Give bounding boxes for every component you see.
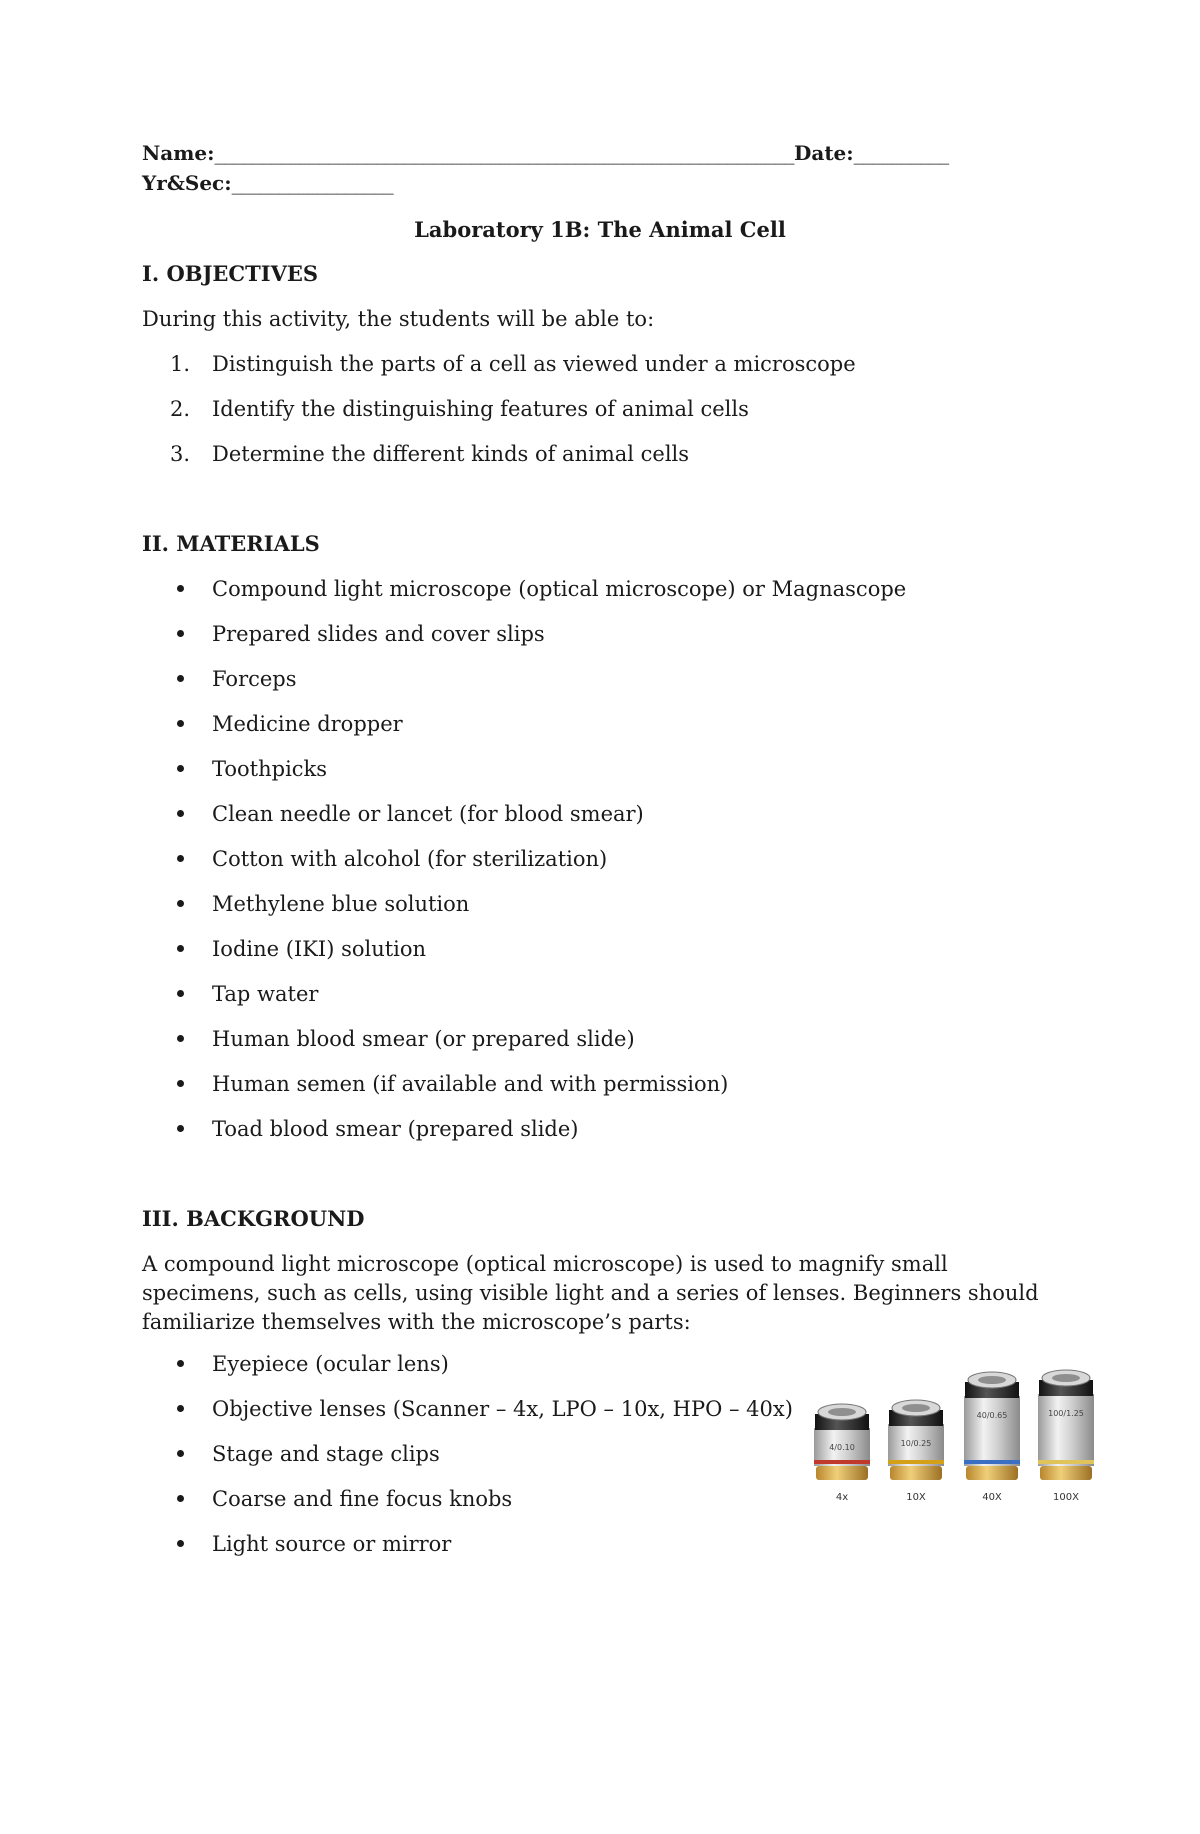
- bullet-icon: [177, 765, 184, 772]
- date-blank: __________: [853, 141, 949, 165]
- bullet-icon: [177, 585, 184, 592]
- lens-engraving: 40/0.65: [976, 1411, 1008, 1420]
- name-label: Name:: [142, 141, 215, 165]
- material-text: Methylene blue solution: [212, 892, 470, 916]
- objective-lens: [1038, 1370, 1094, 1503]
- material-item: [170, 845, 607, 873]
- bullet-icon: [177, 945, 184, 952]
- objectives-heading: I. OBJECTIVES: [142, 261, 319, 286]
- lens-engraving: 10/0.25: [900, 1439, 932, 1448]
- page-title: Laboratory 1B: The Animal Cell: [414, 217, 786, 242]
- bullet-icon: [177, 1125, 184, 1132]
- material-text: Toad blood smear (prepared slide): [212, 1117, 579, 1141]
- objective-item: [170, 395, 749, 423]
- name-line: [142, 140, 949, 166]
- objective-text: Distinguish the parts of a cell as viewed under a microscope: [212, 352, 856, 376]
- material-text: Prepared slides and cover slips: [212, 622, 545, 646]
- material-item: [170, 935, 426, 963]
- lens-magnification-label: 40X: [982, 1492, 1002, 1503]
- objective-lens: [814, 1404, 870, 1503]
- lens-magnification-label: 4x: [835, 1492, 849, 1503]
- objective-lens: [888, 1400, 944, 1503]
- microscope-part-item: [170, 1530, 451, 1558]
- lens-magnification-label: 100X: [1053, 1492, 1079, 1503]
- material-text: Forceps: [212, 667, 297, 691]
- microscope-part-text: Coarse and fine focus knobs: [212, 1487, 513, 1511]
- bullet-icon: [177, 675, 184, 682]
- bullet-icon: [177, 1080, 184, 1087]
- bullet-icon: [177, 1405, 184, 1412]
- microscope-part-item: [170, 1485, 512, 1513]
- material-item: [170, 755, 327, 783]
- material-text: Cotton with alcohol (for sterilization): [212, 847, 608, 871]
- bullet-icon: [177, 720, 184, 727]
- material-item: [170, 980, 318, 1008]
- background-heading: III. BACKGROUND: [142, 1206, 365, 1231]
- material-item: [170, 1115, 579, 1143]
- microscope-part-item: [170, 1350, 449, 1378]
- material-text: Human blood smear (or prepared slide): [212, 1027, 635, 1051]
- material-text: Iodine (IKI) solution: [212, 937, 427, 961]
- bullet-icon: [177, 990, 184, 997]
- microscope-part-text: Stage and stage clips: [212, 1442, 440, 1466]
- materials-heading: II. MATERIALS: [142, 531, 320, 556]
- objectives-intro: During this activity, the students will be able to:: [142, 307, 655, 331]
- name-blank: _____________________________________________________________: [214, 141, 795, 165]
- objective-item: [170, 440, 689, 468]
- yrsec-line: [142, 170, 393, 196]
- material-item: [170, 1070, 728, 1098]
- yrsec-label: Yr&Sec:: [142, 171, 232, 195]
- microscope-part-text: Eyepiece (ocular lens): [212, 1352, 449, 1376]
- objective-lenses-image: [808, 1352, 1108, 1512]
- microscope-part-item: [170, 1395, 793, 1423]
- material-item: [170, 710, 403, 738]
- microscope-part-item: [170, 1440, 440, 1468]
- objective-item: [170, 350, 856, 378]
- bullet-icon: [177, 1035, 184, 1042]
- bullet-icon: [177, 630, 184, 637]
- material-item: [170, 1025, 635, 1053]
- date-label: Date:: [794, 141, 854, 165]
- bullet-icon: [177, 810, 184, 817]
- lens-engraving: 100/1.25: [1048, 1409, 1084, 1418]
- bullet-icon: [177, 1450, 184, 1457]
- microscope-part-text: Light source or mirror: [212, 1532, 452, 1556]
- list-number: 2.: [170, 397, 191, 421]
- yrsec-blank: _________________: [231, 171, 394, 195]
- bullet-icon: [177, 1360, 184, 1367]
- lens-engraving: 4/0.10: [829, 1443, 855, 1452]
- objective-lens: [964, 1372, 1020, 1503]
- background-paragraph: A compound light microscope (optical microscope) is used to magnify small specimens, such as cells, using visible light and a series of lenses. Beginners should familiarize themselves with the microscope’s parts:: [142, 1252, 1039, 1334]
- bullet-icon: [177, 1495, 184, 1502]
- material-text: Clean needle or lancet (for blood smear): [212, 802, 644, 826]
- material-text: Tap water: [212, 982, 319, 1006]
- material-item: [170, 620, 545, 648]
- objective-text: Determine the different kinds of animal cells: [212, 442, 690, 466]
- material-item: [170, 665, 297, 693]
- lens-magnification-label: 10X: [906, 1492, 926, 1503]
- material-item: [170, 575, 906, 603]
- objective-text: Identify the distinguishing features of animal cells: [212, 397, 749, 421]
- list-number: 3.: [170, 442, 191, 466]
- list-number: 1.: [170, 352, 191, 376]
- material-text: Human semen (if available and with permission): [212, 1072, 729, 1096]
- bullet-icon: [177, 900, 184, 907]
- material-text: Toothpicks: [212, 757, 328, 781]
- material-item: [170, 800, 644, 828]
- material-item: [170, 890, 469, 918]
- bullet-icon: [177, 855, 184, 862]
- material-text: Compound light microscope (optical microscope) or Magnascope: [212, 577, 907, 601]
- microscope-part-text: Objective lenses (Scanner – 4x, LPO – 10x, HPO – 40x): [212, 1397, 793, 1421]
- bullet-icon: [177, 1540, 184, 1547]
- material-text: Medicine dropper: [212, 712, 403, 736]
